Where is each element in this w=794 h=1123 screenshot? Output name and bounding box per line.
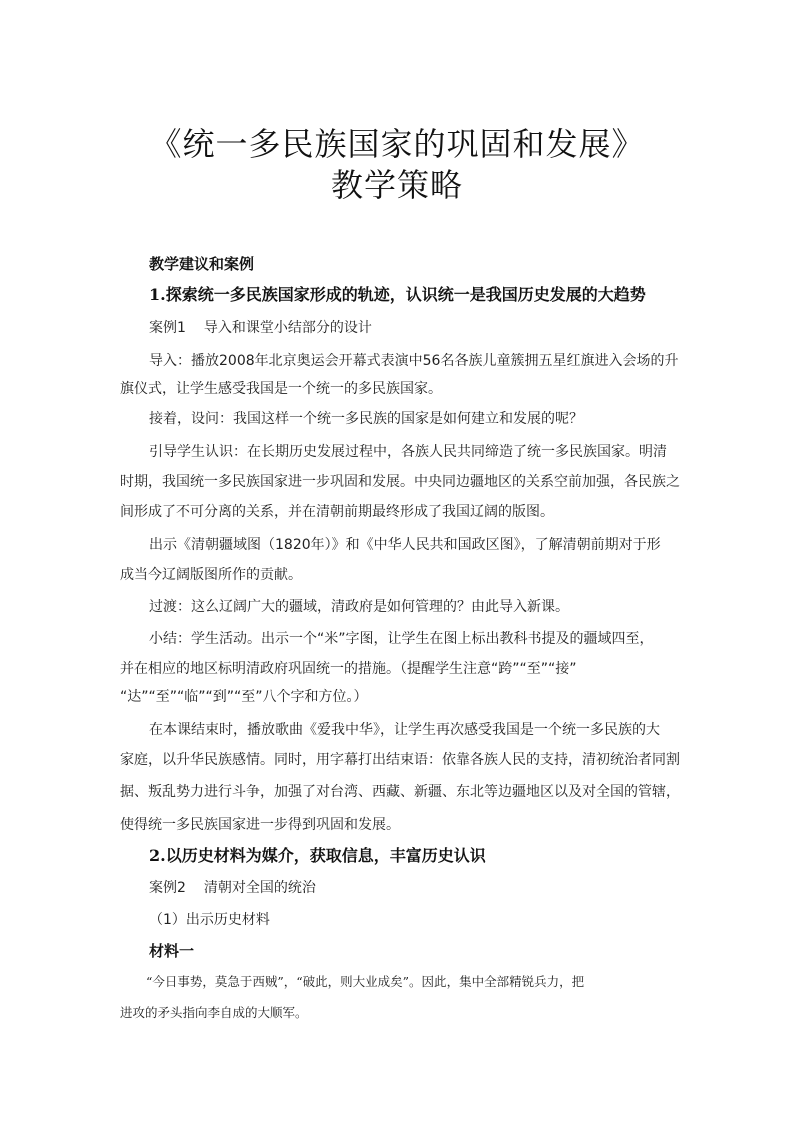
paragraph-4-line-2: 成当今辽阔版图所作的贡献。 [120, 567, 302, 583]
material-1-heading: 材料一 [149, 942, 195, 960]
subheading-2: 2.以历史材料为媒介，获取信息，丰富历史认识 [149, 846, 486, 865]
document-title-line1: 《统一多民族国家的巩固和发展》 [149, 125, 645, 163]
paragraph-6-line-3: “达”“至”“临”“到”“至”八个字和方位。） [120, 689, 368, 705]
case-1-label: 案例1 [149, 320, 186, 336]
case-2-title: 清朝对全国的统治 [203, 880, 316, 896]
paragraph-6-line-2: 并在相应的地区标明清政府巩固统一的措施。（提醒学生注意“跨”“至”“接” [120, 661, 577, 677]
paragraph-7-line-1: 在本课结束时，播放歌曲《爱我中华》，让学生再次感受我国是一个统一多民族的大 [149, 722, 660, 738]
paragraph-5: 过渡：这么辽阔广大的疆域，清政府是如何管理的？由此导入新课。 [149, 599, 569, 615]
paragraph-3-line-3: 间形成了不可分离的关系，并在清朝前期最终形成了我国辽阔的版图。 [120, 504, 554, 520]
paragraph-6-line-1: 小结：学生活动。出示一个“米”字图，让学生在图上标出教科书提及的疆域四至， [149, 631, 654, 647]
material-1-line-2: 进攻的矛头指向李自成的大顺军。 [120, 1005, 308, 1020]
section-heading: 教学建议和案例 [149, 255, 255, 273]
paragraph-3-line-2: 时期，我国统一多民族国家进一步巩固和发展。中央同边疆地区的关系空前加强，各民族之 [120, 474, 680, 490]
subheading-1: 1.探索统一多民族国家形成的轨迹，认识统一是我国历史发展的大趋势 [149, 285, 646, 304]
paragraph-1-line-2: 旗仪式，让学生感受我国是一个统一的多民族国家。 [120, 381, 442, 397]
paragraph-7-line-2: 家庭，以升华民族感情。同时，用字幕打出结束语：依靠各族人民的支持，清初统治者同割 [120, 752, 680, 768]
paragraph-7-line-3: 据、叛乱势力进行斗争，加强了对台湾、西藏、新疆、东北等边疆地区以及对全国的管辖， [120, 784, 680, 800]
material-1-line-1: “今日事势，莫急于西贼”，“破此，则大业成矣”。因此，集中全部精锐兵力，把 [146, 974, 585, 989]
case-2-label: 案例2 [149, 880, 186, 896]
document-title-line2: 教学策略 [330, 166, 463, 204]
case-1-title: 导入和课堂小结部分的设计 [203, 320, 372, 336]
paragraph-4-line-1: 出示《清朝疆域图（1820年）》和《中华人民共和国政区图》，了解清朝前期对于形 [149, 537, 661, 553]
case-1-caption [120, 318, 709, 338]
paragraph-3-line-1: 引导学生认识：在长期历史发展过程中，各族人民共同缔造了统一多民族国家。明清 [149, 444, 667, 460]
paragraph-1-line-1: 导入：播放2008年北京奥运会开幕式表演中56名各族儿童簇拥五星红旗进入会场的升 [149, 353, 679, 369]
paragraph-2: 接着，设问：我国这样一个统一多民族的国家是如何建立和发展的呢？ [149, 411, 583, 427]
case-2-caption [120, 878, 709, 898]
paragraph-7-line-4: 使得统一多民族国家进一步得到巩固和发展。 [120, 817, 400, 833]
step-1-label: （1）出示历史材料 [149, 912, 270, 928]
